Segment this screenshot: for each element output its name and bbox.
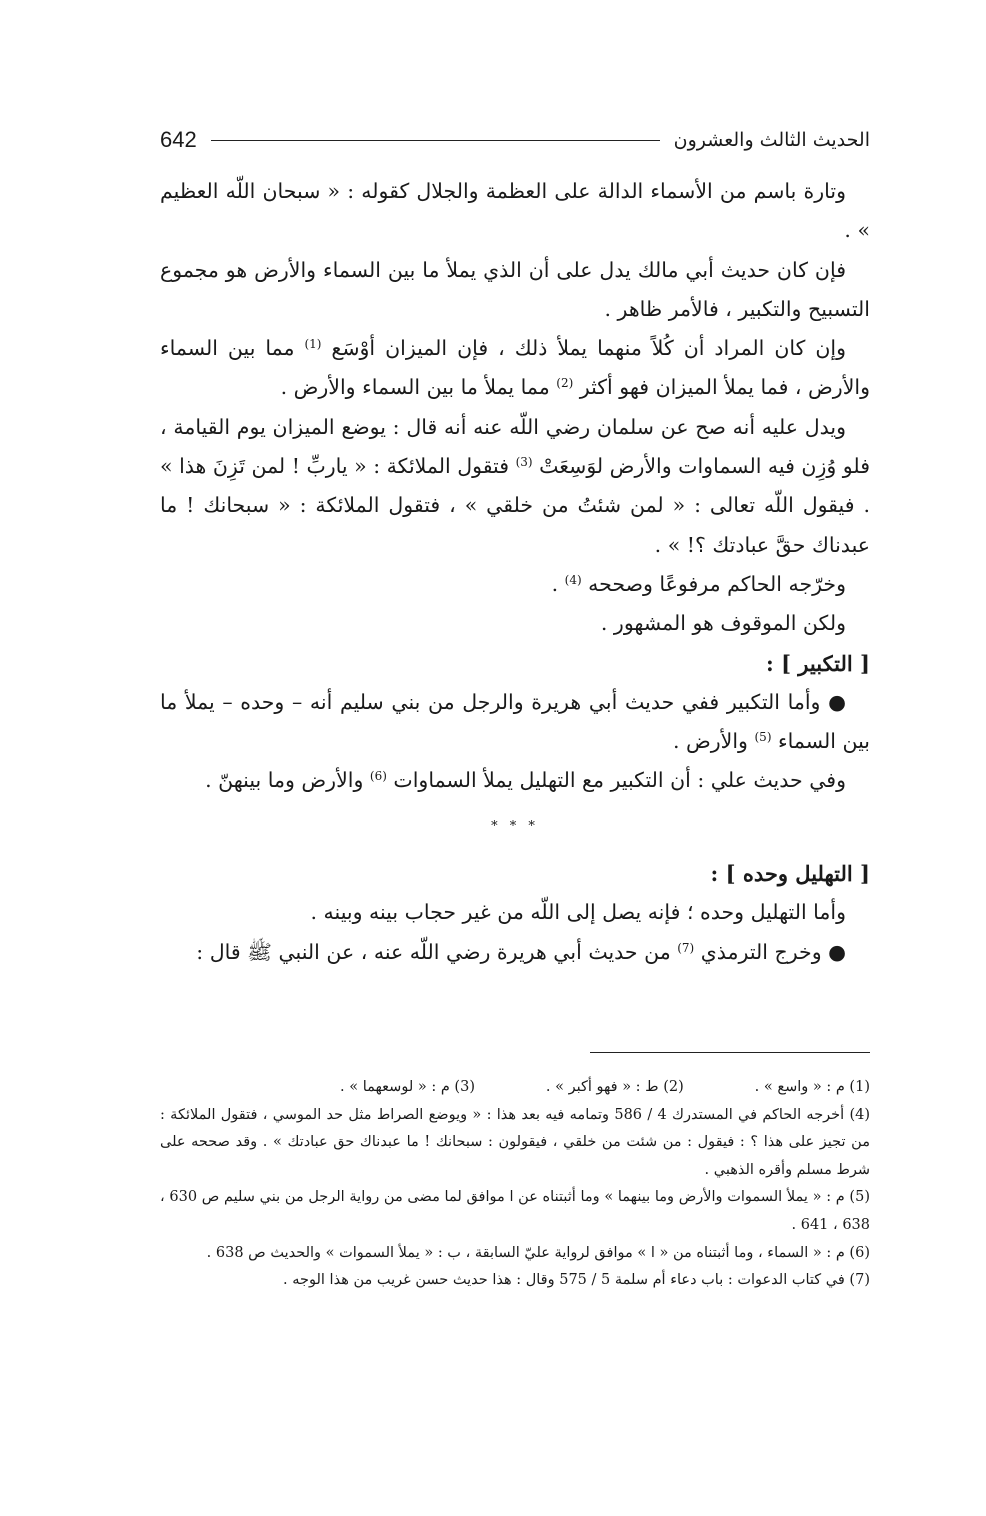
text-run: والأرض وما بينهنّ . <box>205 768 370 793</box>
footnote-ref-7[interactable]: (7) <box>677 940 695 955</box>
footnote-rule <box>590 1052 870 1053</box>
text-run: ● وخرج الترمذي <box>694 939 846 964</box>
footnote-ref-3[interactable]: (3) <box>515 455 533 470</box>
text-run: . <box>551 571 565 596</box>
paragraph-10 <box>160 933 870 972</box>
text-run: ويدل عليه أنه صح عن سلمان رضي اللّه عنه أنه قال : يوضع الميزان يوم القيامة ، فلو وُزِن فيه السماوات والأرض لوَسِعَتْ <box>160 414 870 479</box>
footnotes <box>160 1074 870 1295</box>
section-separator: * * * <box>491 818 539 834</box>
text-run: وإن كان المراد أن كُلاً منهما يملأ ذلك ، فإن الميزان أوْسَع <box>321 336 846 361</box>
paragraph-7 <box>160 683 870 762</box>
paragraph-1: وتارة باسم من الأسماء الدالة على العظمة والجلال كقوله : « سبحان اللّه العظيم » . <box>160 179 870 243</box>
text-run: والأرض . <box>672 729 755 754</box>
footnote-row-1-3 <box>160 1074 870 1102</box>
section-heading-tahlil: [ التهليل وحده ] : <box>710 861 870 887</box>
footnote-3: (3) م : « لوسعهما » . <box>340 1079 475 1095</box>
footnote-2: (2) ط : « فهو أكبر » . <box>545 1079 684 1095</box>
text-run: مما بين السماء والأرض ، فما يملأ الميزان فهو أكثر <box>160 336 870 400</box>
footnote-ref-5[interactable]: (5) <box>754 730 772 745</box>
paragraph-9: وأما التهليل وحده ؛ فإنه يصل إلى اللّه من غير حجاب بينه وبينه . <box>310 900 846 925</box>
text-run: من حديث أبي هريرة رضي اللّه عنه ، عن النبي ﷺ قال : <box>196 939 678 964</box>
text-run: فتقول الملائكة : « ياربِّ ! لمن تَزِنَ هذا » . فيقول اللّه تعالى : « لمن شئتُ من خلقي » ، فتقول الملائكة : « سبحانك ! ما عبدناك حقَّ عبادتك ؟! » . <box>160 454 870 557</box>
paragraph-2: فإن كان حديث أبي مالك يدل على أن الذي يملأ ما بين السماء والأرض هو مجموع التسبيح والتكبير ، فالأمر ظاهر . <box>160 257 870 321</box>
footnote-5: (5) م : « يملأ السموات والأرض وما بينهما » وما أثبتناه عن ا موافق لما مضى من رواية الرجل من بني سليم ص 630 ، 638 ، 641 . <box>160 1189 870 1233</box>
page-header <box>160 120 870 160</box>
footnote-ref-6[interactable]: (6) <box>369 769 387 784</box>
header-rule <box>211 140 660 141</box>
text-run: مما يملأ ما بين السماء والأرض . <box>280 375 557 400</box>
paragraph-4 <box>160 408 870 565</box>
text-run: وفي حديث علي : أن التكبير مع التهليل يملأ السماوات <box>386 768 846 793</box>
paragraph-6: ولكن الموقوف هو المشهور . <box>600 611 846 636</box>
footnote-ref-2[interactable]: (2) <box>556 376 574 391</box>
main-text <box>160 172 870 972</box>
footnote-4: (4) أخرجه الحاكم في المستدرك 4 / 586 وتمامه فيه بعد هذا : « ويوضع الصراط مثل حد الموسي ، فتقول الملائكة : من تجيز على هذا ؟ : فيقول : من شئت من خلقي ، فيقولون : سبحانك ! ما عبدناك حق عبادتك » . وقد صححه على شرط مسلم وأقره الذهبي . <box>160 1106 871 1178</box>
running-title: الحديث الثالث والعشرون <box>673 129 870 151</box>
text-run: وخرّجه الحاكم مرفوعًا وصححه <box>581 571 846 596</box>
text-run: ● وأما التكبير ففي حديث أبي هريرة والرجل من بني سليم أنه – وحده – يملأ ما بين السماء <box>160 689 870 754</box>
footnote-6: (6) م : « السماء ، وما أثبتناه من « ا » موافق لرواية عليّ السابقة ، ب : « يملأ السموات » والحديث ص 638 . <box>206 1244 870 1261</box>
footnote-ref-1[interactable]: (1) <box>304 337 322 352</box>
paragraph-5 <box>160 565 870 604</box>
footnote-ref-4[interactable]: (4) <box>564 572 582 587</box>
paragraph-8 <box>160 761 870 800</box>
footnote-1: (1) م : « واسع » . <box>754 1079 870 1095</box>
paragraph-3 <box>160 329 870 408</box>
section-heading-takbir: [ التكبير ] : <box>766 650 870 676</box>
footnote-7: (7) في كتاب الدعوات : باب دعاء أم سلمة 5 / 575 وقال : هذا حديث حسن غريب من هذا الوجه . <box>283 1272 870 1289</box>
page-number: 642 <box>160 127 197 152</box>
